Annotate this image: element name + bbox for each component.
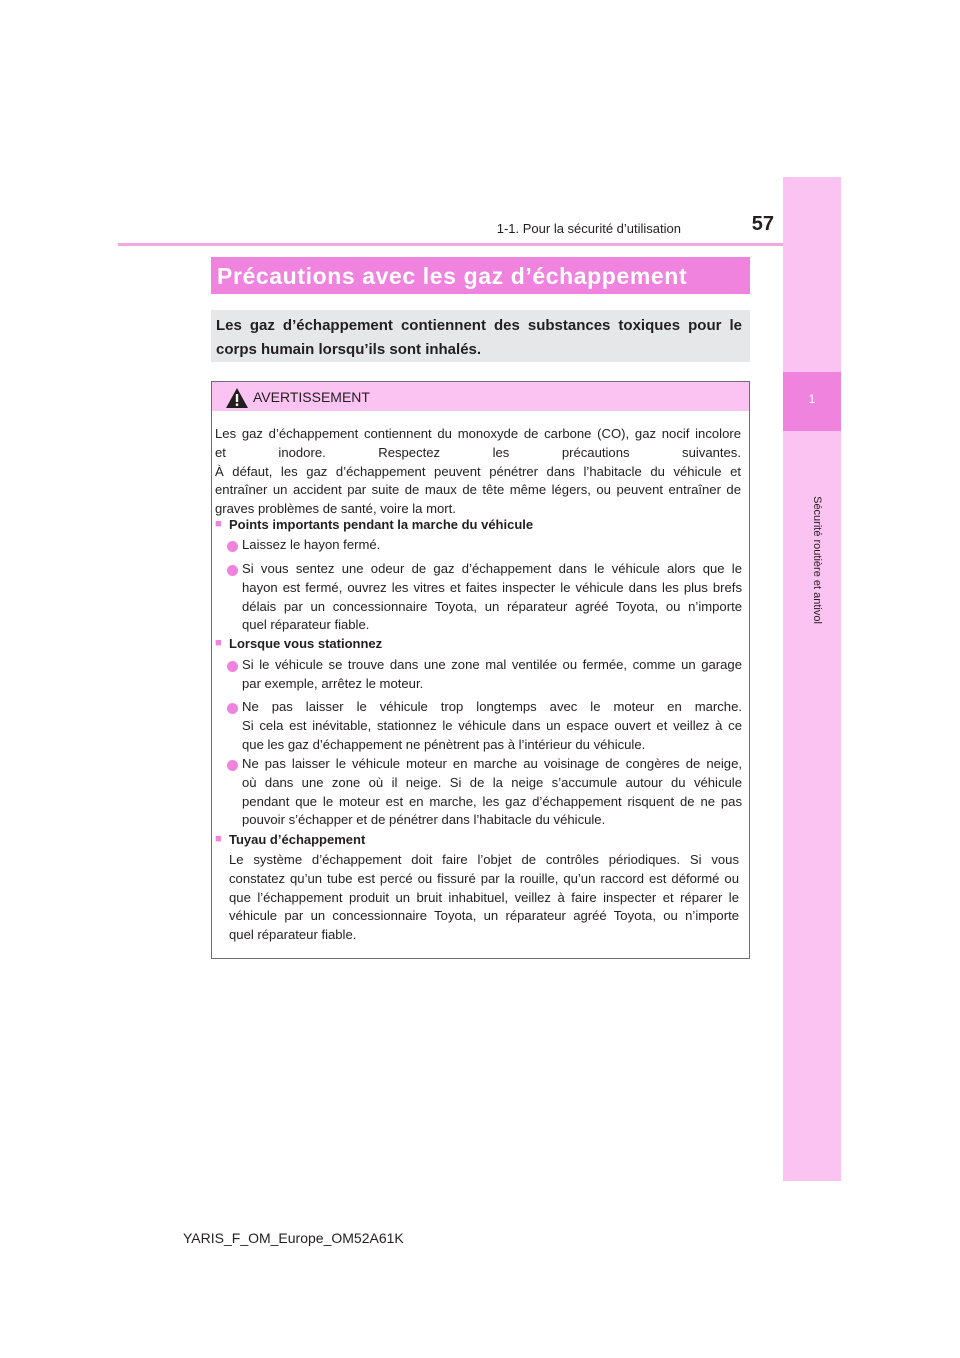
list-item-line: que les gaz d’échappement ne pénètrent pas à l’intérieur du véhicule. xyxy=(242,736,646,752)
paragraph-line: Le système d’échappement doit faire l’objet de contrôles périodiques. Si vous xyxy=(229,852,739,867)
square-bullet-icon: ■ xyxy=(215,637,222,649)
warning-label: AVERTISSEMENT xyxy=(253,389,370,405)
warning-intro-line: Les gaz d’échappement contiennent du monoxyde de carbone (CO), gaz nocif incolore xyxy=(215,426,741,441)
round-bullet-icon xyxy=(227,760,238,771)
square-bullet-icon: ■ xyxy=(215,518,222,530)
list-item-line: où dans une zone où il neige. Si de la neige s’accumule autour du véhicule xyxy=(242,774,742,790)
list-item-line: délais par un concessionnaire Toyota, un réparateur agréé Toyota, ou n’importe xyxy=(242,598,742,614)
round-bullet-icon xyxy=(227,661,238,672)
list-item-line: pouvoir s’échapper et de pénétrer dans l’habitacle du véhicule. xyxy=(242,812,606,828)
header-divider xyxy=(118,243,840,246)
warning-intro xyxy=(215,425,741,519)
list-item-line: hayon est fermé, ouvrez les vitres et faites inspecter le véhicule dans les plus brefs xyxy=(242,579,742,595)
warning-intro-line: graves problèmes de santé, voire la mort. xyxy=(215,501,456,517)
paragraph-line: véhicule par un concessionnaire Toyota, un réparateur agréé Toyota, ou n’importe xyxy=(229,908,739,924)
square-bullet-icon: ■ xyxy=(215,833,222,845)
round-bullet-icon xyxy=(227,565,238,576)
chapter-title xyxy=(810,440,824,680)
section-heading: Points importants pendant la marche du véhicule xyxy=(229,517,534,532)
list-item-line: Si cela est inévitable, stationnez le véhicule dans un espace ouvert et veillez à ce xyxy=(242,717,742,733)
paragraph-line: constatez qu’un tube est percé ou fissuré par la rouille, qu’un raccord est déformé ou xyxy=(229,870,739,886)
chapter-title-text: Sécurité routière et antivol xyxy=(811,496,823,624)
list-item-line: Si vous sentez une odeur de gaz d’échappement dans le véhicule alors que le xyxy=(242,561,742,576)
list-item-line: quel réparateur fiable. xyxy=(242,617,370,633)
list-item-line: Ne pas laisser le véhicule moteur en marche au voisinage de congères de neige, xyxy=(242,756,742,771)
list-item-line: par exemple, arrêtez le moteur. xyxy=(242,675,424,691)
chapter-number: 1 xyxy=(808,392,816,406)
list-item xyxy=(242,656,742,694)
warning-intro-line: À défaut, les gaz d’échappement peuvent pénétrer dans l’habitacle du véhicule et xyxy=(215,463,741,479)
warning-intro-line: entraîner un accident par suite de maux de tête même légers, ou peuvent entraîner de xyxy=(215,482,741,498)
section-heading: Lorsque vous stationnez xyxy=(229,636,383,651)
page-title: Précautions avec les gaz d’échappement xyxy=(217,263,688,289)
warning-triangle-icon xyxy=(225,387,249,409)
section-paragraph xyxy=(229,851,739,945)
round-bullet-icon xyxy=(227,541,238,552)
warning-intro-line: et inodore. Respectez les précautions suivantes. xyxy=(215,444,741,460)
list-item-line: Ne pas laisser le véhicule trop longtemps avec le moteur en marche. xyxy=(242,699,742,714)
paragraph-line: quel réparateur fiable. xyxy=(229,927,357,943)
section-title: 1-1. Pour la sécurité d’utilisation xyxy=(496,221,681,236)
list-item-line: Si le véhicule se trouve dans une zone mal ventilée ou fermée, comme un garage xyxy=(242,657,742,672)
list-item xyxy=(242,536,742,555)
page-number: 57 xyxy=(751,213,774,235)
list-item-line: Laissez le hayon fermé. xyxy=(242,537,381,552)
list-item-line: pendant que le moteur est en marche, les gaz d’échappement risquent de ne pas xyxy=(242,793,742,809)
list-item xyxy=(242,560,742,635)
paragraph-line: que l’échappement produit un bruit inhabituel, veillez à faire inspecter et réparer le xyxy=(229,889,739,905)
list-item xyxy=(242,698,742,754)
list-item xyxy=(242,755,742,830)
footer-document-id: YARIS_F_OM_Europe_OM52A61K xyxy=(183,1230,404,1246)
intro-text: Les gaz d’échappement contiennent des substances toxiques pour le corps humain lorsqu’ils sont inhalés. xyxy=(216,317,742,358)
round-bullet-icon xyxy=(227,703,238,714)
section-heading: Tuyau d’échappement xyxy=(229,832,366,847)
